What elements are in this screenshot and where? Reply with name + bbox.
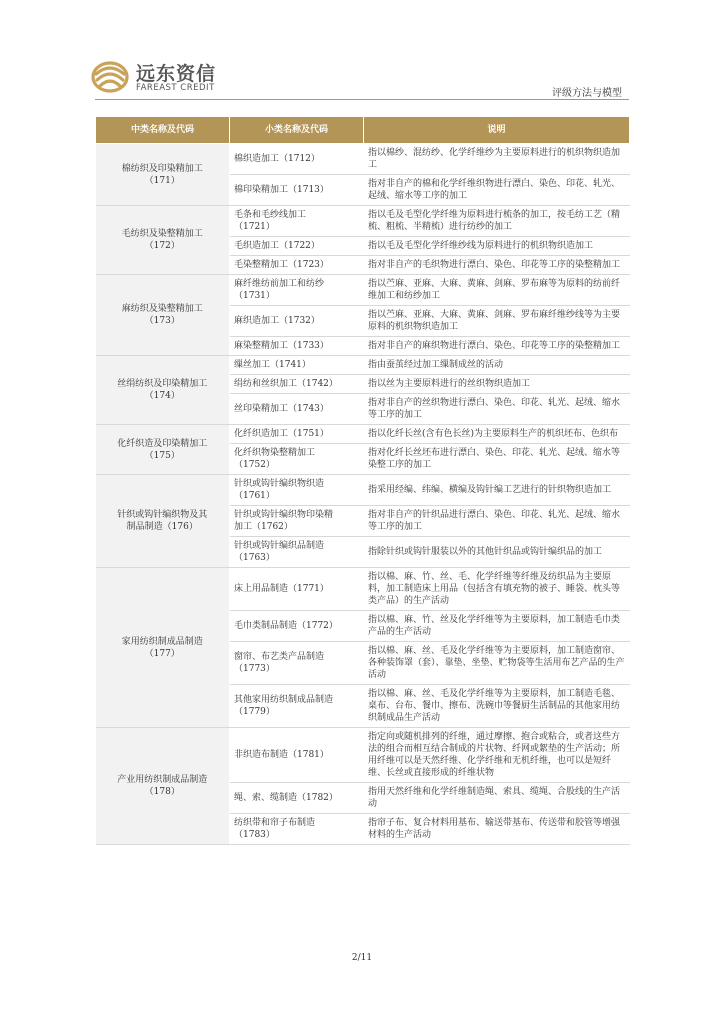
sub-category-cell [230, 206, 364, 237]
industry-classification-table [95, 116, 630, 845]
sub-category-label: 针织或钩针编织品制造 （1763） [234, 541, 325, 563]
table-row [96, 475, 630, 506]
mid-category-cell [96, 144, 230, 206]
sub-category-label: 化纤织物染整精加工 （1752） [234, 448, 316, 470]
page-number: 2/11 [351, 953, 373, 963]
description-text: 指对化纤长丝坯布进行漂白、染色、印花、轧光、起绒、缩水等染整工序的加工 [368, 448, 621, 470]
sub-category-cell [230, 425, 364, 444]
sub-category-cell [230, 537, 364, 568]
mid-category-cell [96, 275, 230, 356]
sub-category-label: 棉印染精加工（1713） [234, 185, 329, 195]
table-row [96, 275, 630, 306]
sub-category-cell [230, 356, 364, 375]
header-divider [95, 99, 629, 100]
sub-category-cell [230, 306, 364, 337]
description-text: 指以毛及毛型化学纤维为原料进行梳条的加工，按毛纺工艺（精梳、粗梳、半精梳）进行纺纱的加工 [368, 210, 621, 232]
mid-category-label: 毛纺织及染整精加工 （172） [121, 229, 203, 251]
description-text: 指由蚕茧经过加工缫制成丝的活动 [368, 360, 504, 370]
sub-category-label: 毛织造加工（1722） [234, 241, 320, 251]
sub-category-label: 床上用品制造（1771） [234, 584, 329, 594]
mid-category-cell [96, 206, 230, 275]
table-row [96, 206, 630, 237]
sub-category-cell [230, 685, 364, 728]
table-row [96, 728, 630, 783]
column-header-mid-category: 中类名称及代码 [96, 117, 230, 144]
column-header-sub-category: 小类名称及代码 [230, 117, 364, 144]
sub-category-label: 毛条和毛纱线加工 （1721） [234, 210, 307, 232]
description-cell [364, 783, 630, 814]
sub-category-cell [230, 506, 364, 537]
mid-category-label: 家用纺织制成品制造 （177） [121, 636, 203, 659]
description-cell [364, 685, 630, 728]
description-text: 指对非自产的毛织物进行漂白、染色、印花等工序的染整精加工 [368, 260, 621, 270]
description-text: 指对非自产的针织品进行漂白、染色、印花、轧光、起绒、缩水等工序的加工 [368, 510, 621, 532]
mid-category-label: 丝绢纺织及印染精加工 （174） [117, 379, 208, 401]
sub-category-label: 缫丝加工（1741） [234, 360, 311, 370]
sub-category-label: 窗帘、布艺类产品制造 （1773） [234, 652, 325, 674]
brand-name-en: FAREAST CREDIT [136, 83, 215, 93]
description-cell [364, 506, 630, 537]
sub-category-label: 化纤织造加工（1751） [234, 429, 329, 439]
column-header-description: 说明 [364, 117, 630, 144]
sub-category-cell [230, 642, 364, 685]
description-cell [364, 306, 630, 337]
description-text: 指以苎麻、亚麻、大麻、黄麻、剑麻、罗布麻等为原料的纺前纤维加工和纺纱加工 [368, 279, 621, 301]
sub-category-cell [230, 568, 364, 611]
description-text: 指以棉、麻、丝、毛及化学纤维等为主要原料，加工制造毛毯、桌布、台布、餐巾、擦布、洗碗巾等餐厨生活制品的其他家用纺织制成品生产活动 [368, 689, 621, 723]
description-cell [364, 537, 630, 568]
sub-category-label: 麻纤维纺前加工和纺纱 （1731） [234, 279, 325, 301]
description-cell [364, 728, 630, 783]
sub-category-label: 其他家用纺织制成品制造 （1779） [234, 695, 334, 717]
sub-category-label: 绳、索、缆制造（1782） [234, 793, 338, 803]
sub-category-label: 非织造布制造（1781） [234, 750, 329, 760]
sub-category-label: 麻织造加工（1732） [234, 316, 320, 326]
sub-category-cell [230, 814, 364, 845]
description-cell [364, 337, 630, 356]
sub-category-cell [230, 256, 364, 275]
description-text: 指对非自产的麻织物进行漂白、染色、印花等工序的染整精加工 [368, 341, 621, 351]
description-text: 指除针织或钩针服装以外的其他针织品或钩针编织品的加工 [368, 547, 603, 557]
table-header-row [96, 117, 630, 144]
description-cell [364, 256, 630, 275]
description-text: 指以丝为主要原料进行的丝织物织造加工 [368, 379, 531, 389]
mid-category-label: 化纤织造及印染精加工 （175） [117, 438, 208, 461]
description-cell [364, 444, 630, 475]
document-title: 评级方法与模型 [552, 88, 622, 99]
description-cell [364, 237, 630, 256]
sub-category-cell [230, 144, 364, 175]
table-row [96, 144, 630, 175]
mid-category-cell [96, 356, 230, 425]
sub-category-label: 针织或钩针编织物织造 （1761） [234, 479, 325, 501]
description-cell [364, 375, 630, 394]
description-text: 指以苎麻、亚麻、大麻、黄麻、剑麻、罗布麻纤维纱线等为主要原料的机织物织造加工 [368, 310, 621, 332]
sub-category-cell [230, 475, 364, 506]
table-row [96, 425, 630, 444]
description-text: 指以化纤长丝(含有色长丝)为主要原料生产的机织坯布、色织布 [368, 429, 619, 439]
sub-category-label: 麻染整精加工（1733） [234, 341, 329, 351]
sub-category-label: 绢纺和丝织加工（1742） [234, 379, 338, 389]
description-cell [364, 611, 630, 642]
description-cell [364, 275, 630, 306]
description-text: 指定向或随机排列的纤维，通过摩擦、抱合或粘合，或者这些方法的组合而相互结合制成的片状物、纤网或絮垫的生产活动；所用纤维可以是天然纤维、化学纤维和无机纤维，也可以是短纤维、长丝或直接形成的纤维状物 [368, 732, 621, 778]
mid-category-label: 麻纺织及染整精加工 （173） [121, 304, 203, 326]
fareast-logo-icon [90, 58, 130, 96]
description-text: 指以棉、麻、竹、丝及化学纤维等为主要原料，加工制造毛巾类产品的生产活动 [368, 615, 621, 637]
description-cell [364, 425, 630, 444]
description-cell [364, 144, 630, 175]
description-cell [364, 642, 630, 685]
brand-logo [90, 58, 290, 98]
description-text: 指对非自产的棉和化学纤维织物进行漂白、染色、印花、轧光、起绒、缩水等工序的加工 [368, 179, 621, 201]
description-cell [364, 394, 630, 425]
brand-name-cn: 远东资信 [136, 63, 217, 85]
sub-category-cell [230, 611, 364, 642]
sub-category-cell [230, 375, 364, 394]
sub-category-cell [230, 728, 364, 783]
sub-category-label: 棉织造加工（1712） [234, 154, 320, 164]
sub-category-cell [230, 444, 364, 475]
description-text: 指对非自产的丝织物进行漂白、染色、印花、轧光、起绒、缩水等工序的加工 [368, 398, 621, 420]
sub-category-label: 针织或钩针编织物印染精 加工（1762） [234, 510, 334, 532]
sub-category-label: 纺织带和帘子布制造 （1783） [234, 818, 316, 840]
description-text: 指以棉纱、混纺纱、化学纤维纱为主要原料进行的机织物织造加工 [368, 148, 621, 170]
mid-category-cell [96, 568, 230, 728]
description-cell [364, 175, 630, 206]
description-text: 指以棉、麻、竹、丝、毛、化学纤维等纤维及纺织品为主要原料，加工制造床上用品（包括含有填充物的被子、睡袋、枕头等类产品）的生产活动 [368, 572, 621, 606]
description-cell [364, 568, 630, 611]
mid-category-label: 产业用纺织制成品制造 （178） [117, 775, 208, 797]
mid-category-label: 针织或钩针编织物及其 制品制造（176） [117, 510, 208, 532]
description-text: 指帘子布、复合材料用基布、输送带基布、传送带和胶管等增强材料的生产活动 [368, 818, 621, 840]
description-cell [364, 356, 630, 375]
sub-category-label: 毛巾类制品制造（1772） [234, 621, 338, 631]
description-cell [364, 475, 630, 506]
sub-category-cell [230, 175, 364, 206]
table-row [96, 568, 630, 611]
sub-category-label: 毛染整精加工（1723） [234, 260, 329, 270]
mid-category-cell [96, 425, 230, 475]
description-cell [364, 814, 630, 845]
description-text: 指用天然纤维和化学纤维制造绳、索具、缆绳、合股线的生产活动 [368, 787, 621, 809]
sub-category-cell [230, 237, 364, 256]
description-text: 指以毛及毛型化学纤维纱线为原料进行的机织物织造加工 [368, 241, 594, 251]
sub-category-label: 丝印染精加工（1743） [234, 404, 329, 414]
table-row [96, 356, 630, 375]
description-cell [364, 206, 630, 237]
sub-category-cell [230, 394, 364, 425]
sub-category-cell [230, 783, 364, 814]
description-text: 指采用经编、纬编、横编及钩针编工艺进行的针织物织造加工 [368, 485, 612, 495]
description-text: 指以棉、麻、丝、毛及化学纤维等为主要原料，加工制造窗帘、各种装饰罩（套）、靠垫、坐垫、贮物袋等生活用布艺产品的生产活动 [368, 646, 625, 680]
mid-category-cell [96, 728, 230, 845]
mid-category-cell [96, 475, 230, 568]
mid-category-label: 棉纺织及印染精加工 （171） [121, 163, 203, 186]
sub-category-cell [230, 275, 364, 306]
sub-category-cell [230, 337, 364, 356]
